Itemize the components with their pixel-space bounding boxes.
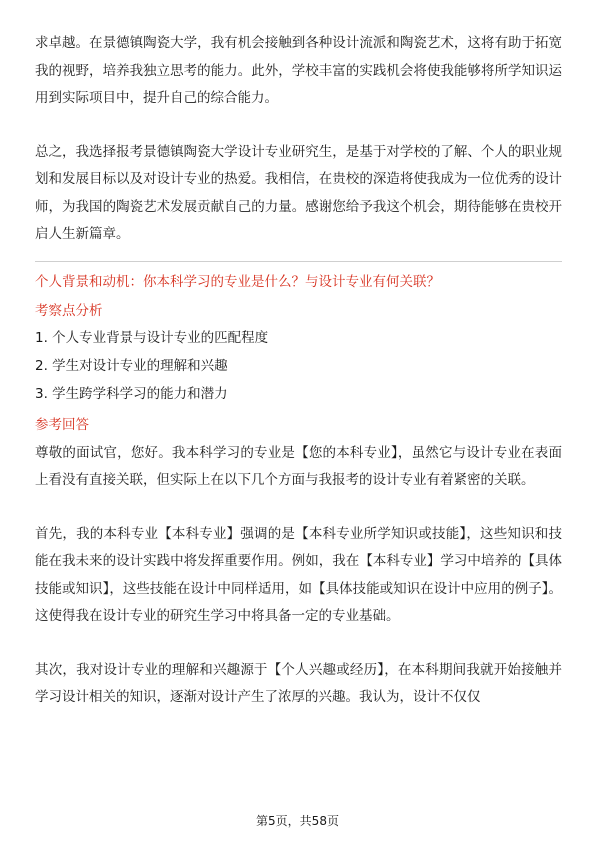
intro-continuation-paragraph: 求卓越。在景德镇陶瓷大学，我有机会接触到各种设计流派和陶瓷艺术，这将有助于拓宽我的视野，培养我独立思考的能力。此外，学校丰富的实践机会将使我能够将所学知识运用到实际项目中，提升自己的综合能力。 bbox=[35, 35, 562, 106]
conclusion-paragraph: 总之，我选择报考景德镇陶瓷大学设计专业研究生，是基于对学校的了解、个人的职业规划和发展目标以及对设计专业的热爱。我相信，在贵校的深造将使我成为一位优秀的设计师，为我国的陶瓷艺术发展贡献自己的力量。感谢您给予我这个机会，期待能够在贵校开启人生新篇章。 bbox=[35, 143, 562, 242]
page-content bbox=[35, 30, 562, 712]
paragraph-gap bbox=[35, 495, 562, 521]
answer-label: 参考回答 bbox=[35, 416, 89, 433]
paragraph-gap bbox=[35, 631, 562, 657]
analysis-point: 3. 学生跨学科学习的能力和潜力 bbox=[35, 385, 228, 402]
answer-paragraph: 其次，我对设计专业的理解和兴趣源于【个人兴趣或经历】，在本科期间我就开始接触并学习设计相关的知识，逐渐对设计产生了浓厚的兴趣。我认为，设计不仅仅 bbox=[35, 661, 562, 705]
analysis-point: 2. 学生对设计专业的理解和兴趣 bbox=[35, 357, 228, 374]
answer-paragraph: 尊敬的面试官，您好。我本科学习的专业是【您的本科专业】，虽然它与设计专业在表面上看没有直接关联，但实际上在以下几个方面与我报考的设计专业有着紧密的关联。 bbox=[35, 444, 562, 488]
analysis-point: 1. 个人专业背景与设计专业的匹配程度 bbox=[35, 329, 269, 346]
paragraph-gap bbox=[35, 113, 562, 139]
answer-paragraph: 首先，我的本科专业【本科专业】强调的是【本科专业所学知识或技能】，这些知识和技能在我未来的设计实践中将发挥重要作用。例如，我在【本科专业】学习中培养的【具体技能或知识】，这些技能在设计中同样适用，如【具体技能或知识在设计中应用的例子】。这使得我在设计专业的研究生学习中将具备一定的专业基础。 bbox=[35, 525, 562, 624]
analysis-label: 考察点分析 bbox=[35, 302, 103, 319]
question-heading: 个人背景和动机：你本科学习的专业是什么？与设计专业有何关联？ bbox=[35, 273, 440, 290]
section-divider bbox=[35, 261, 562, 262]
page-number-footer: 第5页，共58页 bbox=[256, 814, 339, 828]
